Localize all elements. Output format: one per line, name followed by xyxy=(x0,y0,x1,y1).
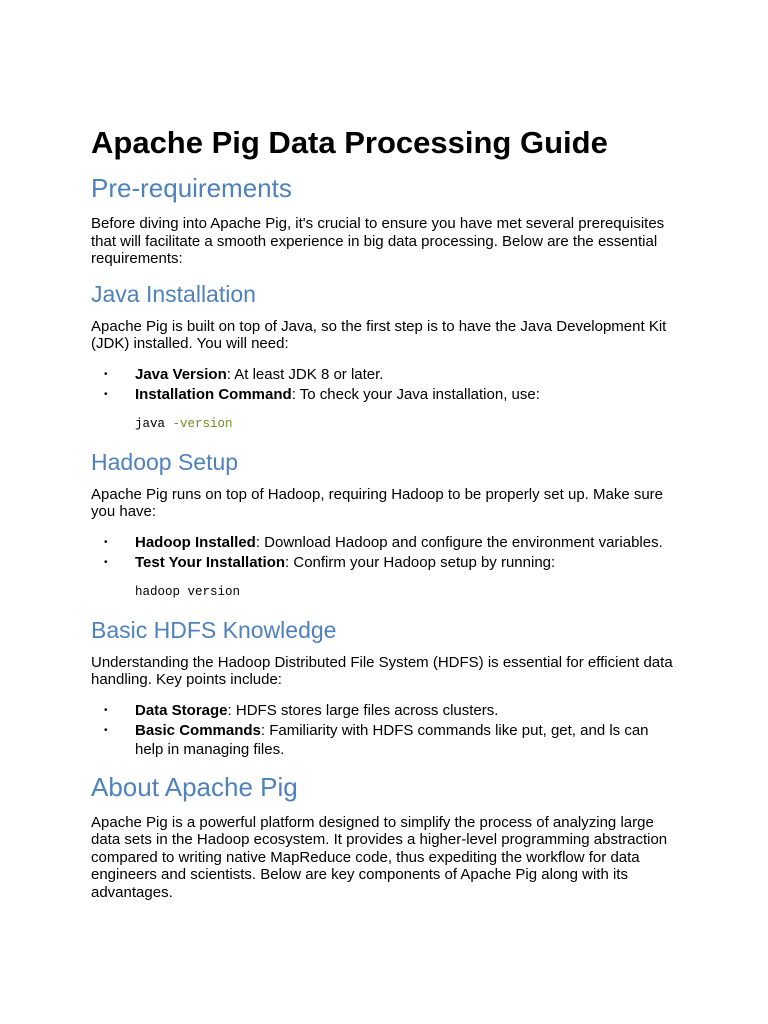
list-item-label: Hadoop Installed xyxy=(135,533,256,551)
list-item xyxy=(91,365,681,384)
heading-pre-requirements: Pre-requirements xyxy=(91,173,292,203)
heading-about-apache-pig: About Apache Pig xyxy=(91,771,298,802)
list-item-label: Basic Commands xyxy=(135,721,261,739)
list-item xyxy=(91,385,681,404)
paragraph-java-installation: Apache Pig is built on top of Java, so the first step is to have the Java Development Kit (JDK) installed. You will need: xyxy=(91,317,667,352)
hadoop-requirements-list xyxy=(91,533,681,572)
code-block-java-version xyxy=(135,416,681,432)
java-requirements-list xyxy=(91,365,681,404)
list-item-label: Installation Command xyxy=(135,385,292,403)
list-item xyxy=(91,701,681,720)
list-item-label: Java Version xyxy=(135,365,227,383)
code-block-hadoop-version: hadoop version xyxy=(135,584,241,599)
heading-basic-hdfs-knowledge: Basic HDFS Knowledge xyxy=(91,616,337,643)
bullet-icon: • xyxy=(104,536,108,548)
bullet-icon: • xyxy=(104,388,108,400)
bullet-icon: • xyxy=(104,704,108,716)
list-item-text: : Familiarity with HDFS commands like put, get, and ls can help in managing files. xyxy=(135,721,649,758)
document-page xyxy=(91,124,681,913)
list-item-text: : HDFS stores large files across clusters. xyxy=(227,701,499,719)
paragraph-hadoop-setup: Apache Pig runs on top of Hadoop, requiring Hadoop to be properly set up. Make sure you have: xyxy=(91,485,664,520)
list-item-text: : To check your Java installation, use: xyxy=(291,385,540,403)
list-item-label: Test Your Installation xyxy=(135,553,286,571)
list-item xyxy=(91,533,681,552)
hdfs-points-list xyxy=(91,701,681,759)
paragraph-about-apache-pig: Apache Pig is a powerful platform designed to simplify the process of analyzing large data sets in the Hadoop ecosystem. It provides a higher-level programming abstraction compared to writing native MapReduce code, thus expediting the workflow for data engineers and scientists. Below are key components of Apache Pig along with its advantages. xyxy=(91,813,668,901)
list-item xyxy=(91,721,681,759)
document-title: Apache Pig Data Processing Guide xyxy=(91,125,608,160)
paragraph-pre-requirements: Before diving into Apache Pig, it's crucial to ensure you have met several prerequisites that will facilitate a smooth experience in big data processing. Below are the essential requirements: xyxy=(91,215,665,267)
bullet-icon: • xyxy=(104,556,108,568)
paragraph-basic-hdfs-knowledge: Understanding the Hadoop Distributed File System (HDFS) is essential for efficient data handling. Key points include: xyxy=(91,653,673,688)
list-item-text: : Download Hadoop and configure the environment variables. xyxy=(255,533,663,551)
list-item-text: : Confirm your Hadoop setup by running: xyxy=(285,553,556,571)
bullet-icon: • xyxy=(104,724,108,736)
list-item xyxy=(91,553,681,572)
list-item-label: Data Storage xyxy=(135,701,228,719)
code-command: java xyxy=(135,416,166,431)
list-item-text: : At least JDK 8 or later. xyxy=(226,365,384,383)
bullet-icon: • xyxy=(104,368,108,380)
code-argument: -version xyxy=(172,416,233,431)
heading-hadoop-setup: Hadoop Setup xyxy=(91,448,239,475)
heading-java-installation: Java Installation xyxy=(91,280,256,307)
